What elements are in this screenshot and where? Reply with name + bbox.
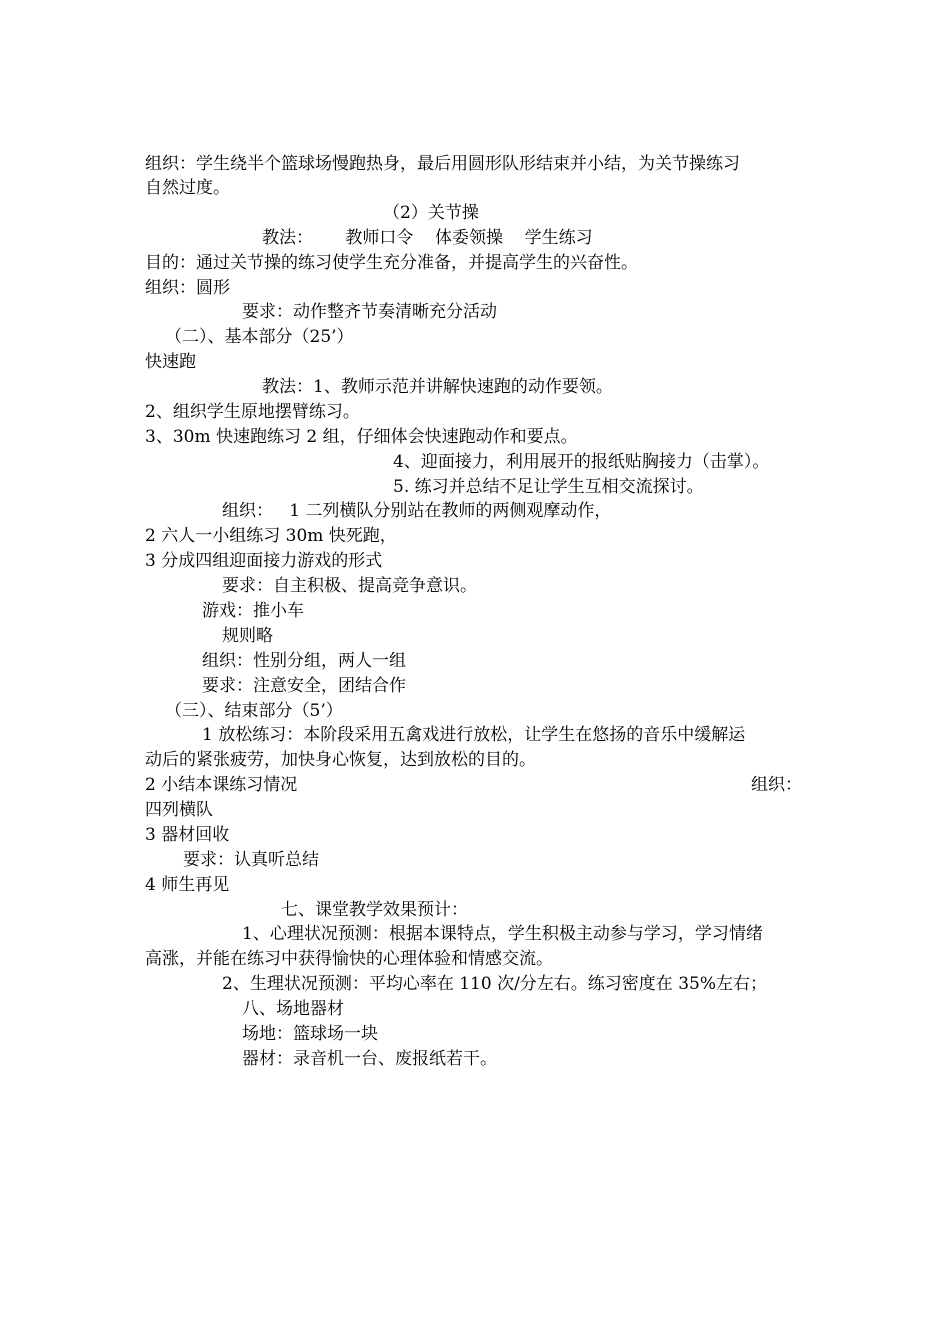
text-line: 目的：通过关节操的练习使学生充分准备，并提高学生的兴奋性。	[145, 253, 638, 273]
text-line: 四列横队	[145, 800, 213, 820]
text-line: 教法：1、教师示范并讲解快速跑的动作要领。	[262, 377, 613, 397]
text-line: 组织：性别分组，两人一组	[202, 651, 406, 671]
text-line: 组织： 1 二列横队分别站在教师的两侧观摩动作，	[222, 501, 612, 521]
text-line: 5. 练习并总结不足让学生互相交流探讨。	[393, 477, 704, 497]
text-line: 2、生理状况预测：平均心率在 110 次/分左右。练习密度在 35%左右；	[222, 974, 767, 994]
text-line: 4、迎面接力，利用展开的报纸贴胸接力（击掌）。	[393, 452, 770, 472]
text-line: 组织：学生绕半个篮球场慢跑热身，最后用圆形队形结束并小结，为关节操练习	[145, 154, 740, 174]
text-line: 3 分成四组迎面接力游戏的形式	[145, 551, 383, 571]
text-line: 1 放松练习：本阶段采用五禽戏进行放松，让学生在悠扬的音乐中缓解运	[202, 725, 746, 745]
text-line: 组织：	[751, 775, 802, 795]
text-line: 要求：注意安全，团结合作	[202, 676, 406, 696]
text-line: 3、30m 快速跑练习 2 组，仔细体会快速跑动作和要点。	[145, 427, 578, 447]
text-line: 规则略	[222, 626, 273, 646]
section-heading: （2）关节操	[383, 203, 479, 223]
text-line: 1、心理状况预测：根据本课特点，学生积极主动参与学习，学习情绪	[242, 924, 763, 944]
text-line: 组织：圆形	[145, 278, 230, 298]
text-line: 要求：自主积极、提高竞争意识。	[222, 576, 477, 596]
text-line: 动后的紧张疲劳，加快身心恢复，达到放松的目的。	[145, 750, 536, 770]
text-line: 场地：篮球场一块	[242, 1024, 378, 1044]
text-line: 4 师生再见	[145, 875, 230, 895]
text-line: 3 器材回收	[145, 825, 230, 845]
text-line: 器材：录音机一台、废报纸若干。	[242, 1049, 497, 1069]
text-line: 教法： 教师口令 体委领操 学生练习	[262, 228, 593, 248]
text-line: 要求：动作整齐节奏清晰充分活动	[242, 302, 497, 322]
section-heading: 七、课堂教学效果预计：	[281, 900, 468, 920]
section-heading: （三）、结束部分（5’）	[165, 701, 343, 721]
text-line: 要求：认真听总结	[183, 850, 319, 870]
section-heading: （二）、基本部分（25’）	[165, 327, 354, 347]
text-line: 2 六人一小组练习 30m 快死跑，	[145, 526, 397, 546]
text-line: 高涨，并能在练习中获得愉快的心理体验和情感交流。	[145, 949, 553, 969]
text-line: 2、组织学生原地摆臂练习。	[145, 402, 360, 422]
text-line: 2 小结本课练习情况	[145, 775, 298, 795]
text-line: 快速跑	[145, 352, 196, 372]
text-line: 游戏：推小车	[202, 601, 304, 621]
text-line: 自然过度。	[145, 178, 230, 198]
section-heading: 八、场地器材	[242, 999, 344, 1019]
